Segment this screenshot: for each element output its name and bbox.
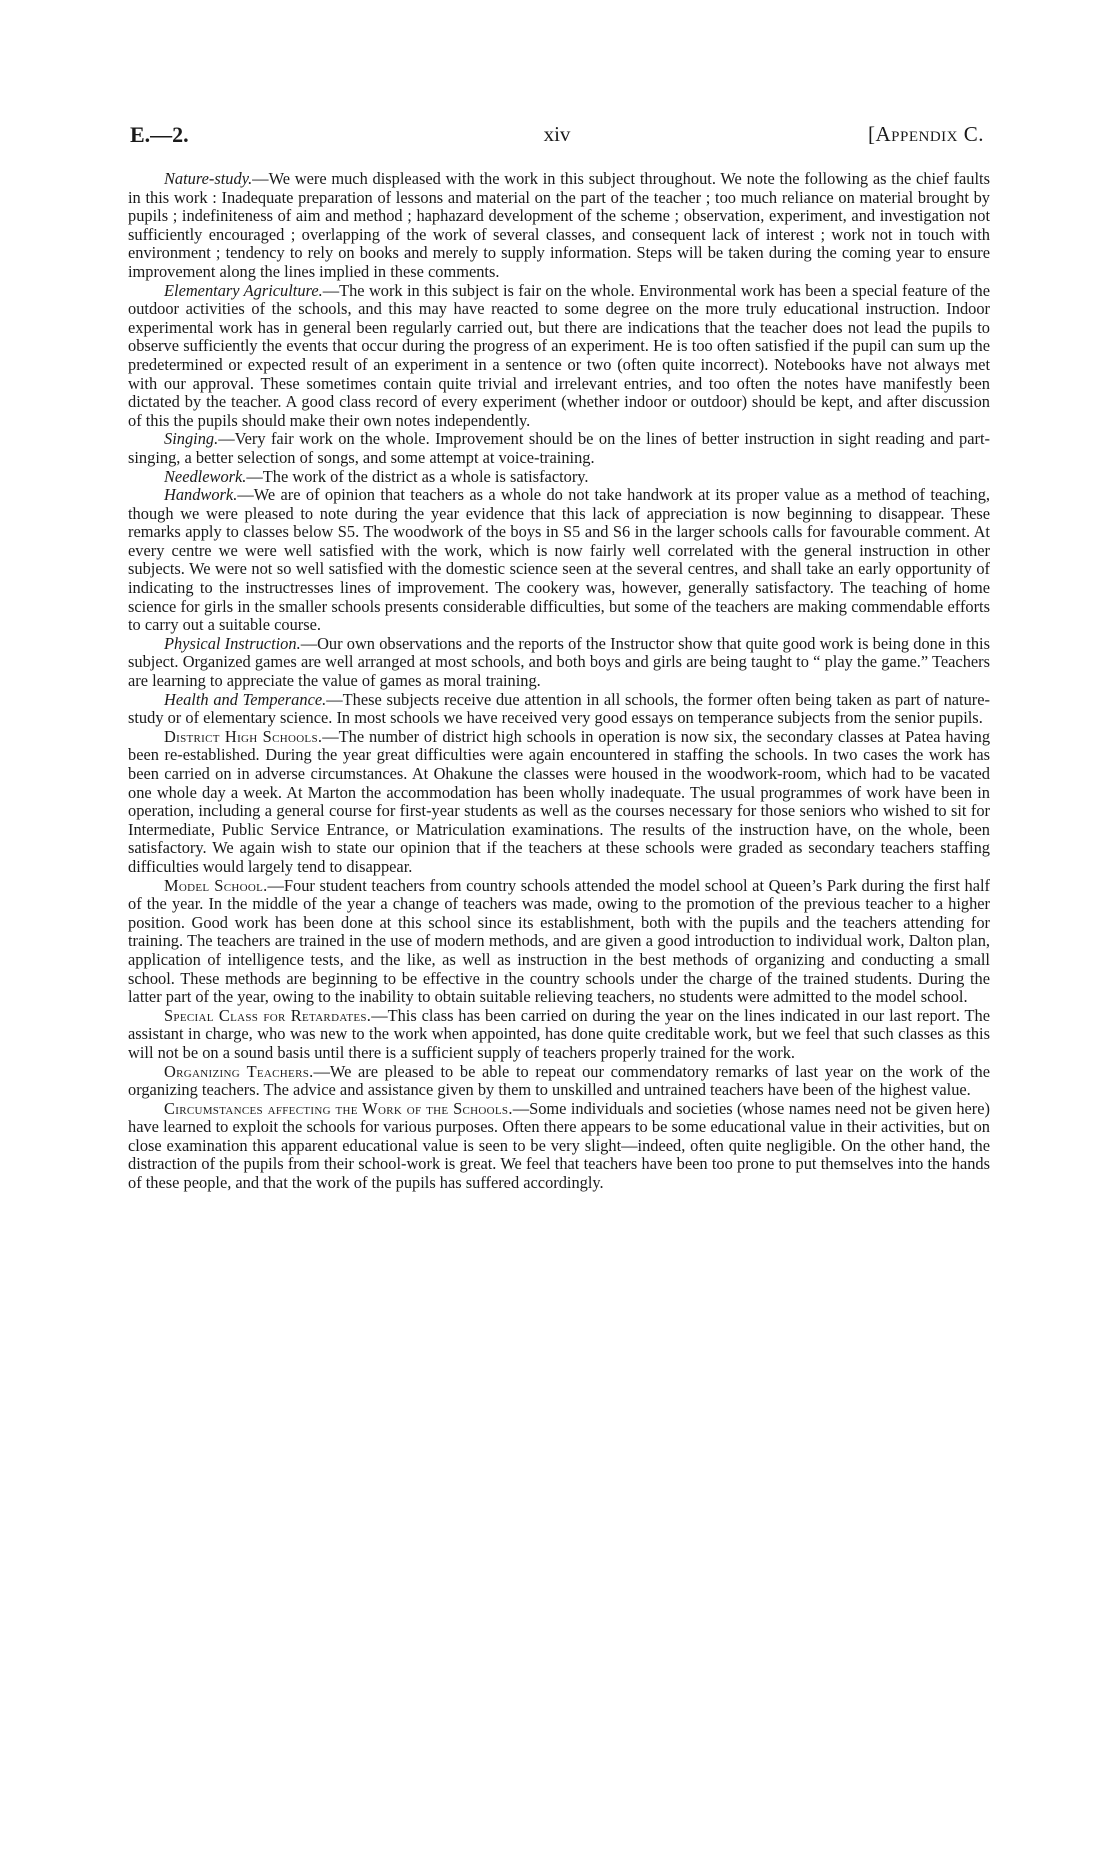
paragraph-elementary-agriculture <box>128 282 990 431</box>
page-header <box>130 122 984 154</box>
paragraph-heading: Circumstances affecting the Work of the Schools. <box>164 1098 513 1118</box>
paragraph-heading: Singing. <box>164 429 219 449</box>
paragraph-heading: Handwork. <box>164 485 238 505</box>
paragraph-organizing-teachers <box>128 1063 990 1100</box>
paragraph-heading: Nature-study. <box>164 169 253 188</box>
page-number: xiv <box>543 122 571 146</box>
paragraph-district-high-schools <box>128 728 990 877</box>
paragraph-text: —We were much displeased with the work in this subject throughout. We note the following as the chief faults in this work : Inadequate preparation of lessons and material on the part of the teacher ; too much reliance on material brought by pupils ; indefiniteness of aim and method ; haphazard development of the scheme ; observation, experiment, and investigation not sufficiently encouraged ; overlapping of the work of several classes, and consequent lack of interest ; work not in touch with environment ; tendency to rely on books and merely to supply information. Steps will be taken during the coming year to ensure improvement along the lines implied in these comments. <box>128 169 990 281</box>
paragraph-heading: Physical Instruction. <box>164 633 301 653</box>
paragraph-text: —These subjects receive due attention in all schools, the former often being taken as part of nature-study or of elementary science. In most schools we have received very good essays on temperance subjects from the senior pupils. <box>128 689 990 728</box>
paragraph-heading: Needlework. <box>164 466 247 486</box>
paragraph-handwork <box>128 486 990 635</box>
paragraph-model-school <box>128 877 990 1007</box>
report-code: E.—2. <box>130 122 189 147</box>
report-body <box>128 170 990 1193</box>
paragraph-text: —The work in this subject is fair on the whole. Environmental work has been a special feature of the outdoor activities of the schools, and this may have reacted to some degree on the more truly educational instruction. Indoor experimental work has in general been regularly carried out, but there are indications that the teacher does not lead the pupils to observe sufficiently the events that occur during the progress of an experiment. He is too often satisfied if the pupil can sum up the predetermined or expected result of an experiment in a sentence or two (often quite incorrect). Notebooks have not always met with our approval. These sometimes contain quite trivial and irrelevant entries, and too often the notes have manifestly been dictated by the teacher. A good class record of every experiment (whether indoor or outdoor) should be kept, and after discussion of this the pupils should make their own notes independently. <box>128 280 990 430</box>
paragraph-singing <box>128 430 990 467</box>
paragraph-heading: Organizing Teachers. <box>164 1061 314 1081</box>
paragraph-text: —The work of the district as a whole is satisfactory. <box>246 466 589 486</box>
paragraph-special-class <box>128 1007 990 1063</box>
paragraph-text: —We are of opinion that teachers as a whole do not take handwork at its proper value as a method of teaching, though we were pleased to note during the year evidence that this lack of appreciation is now beginning to disappear. These remarks apply to classes below S5. The woodwork of the boys in S5 and S6 in the larger schools calls for favourable comment. At every centre we were well satisfied with the work, which is now fairly well correlated with the general instruction in other subjects. We were not so well satisfied with the domestic science seen at the several centres, and shall take an early opportunity of indicating to the instructresses lines of improvement. The cookery was, however, generally satisfactory. The teaching of home science for girls in the smaller schools presents considerable difficulties, but some of the teachers are making commendable efforts to carry out a suitable course. <box>128 485 990 635</box>
paragraph-heading: Health and Temperance. <box>164 689 327 709</box>
paragraph-physical-instruction <box>128 635 990 691</box>
paragraph-text: —Some individuals and societies (whose names need not be given here) have learned to exploit the schools for various purposes. Often there appears to be some educational value in their activities, but on close examination this apparent educational value is seen to be very slight—indeed, often quite negligible. On the other hand, the distraction of the pupils from their school-work is great. We feel that teachers have been too prone to put themselves into the hands of these people, and that the work of the pupils has suffered accordingly. <box>128 1098 990 1193</box>
paragraph-text: —The number of district high schools in operation is now six, the secondary classes at Patea having been re-established. During the year great difficulties were again encountered in staffing the schools. In two cases the work has been carried on in adverse circumstances. At Ohakune the classes were housed in the woodwork-room, which had to be vacated one whole day a week. At Marton the accommodation has been wholly inadequate. The usual programmes of work have been in operation, including a general course for first-year students as well as the courses necessary for those seniors who wished to sit for Intermediate, Public Service Entrance, or Matriculation examinations. The results of the instruction have, on the whole, been satisfactory. We again wish to state our opinion that if the teachers at these schools were graded as secondary teachers staffing difficulties would largely tend to disappear. <box>128 726 991 876</box>
paragraph-heading: District High Schools. <box>164 726 323 746</box>
paragraph-text: —This class has been carried on during the year on the lines indicated in our last report. The assistant in charge, who was new to the work when appointed, has done quite creditable work, but we feel that such classes as this will not be on a sound basis until there is a sufficient supply of teachers properly trained for the work. <box>128 1005 990 1062</box>
paragraph-text: —We are pleased to be able to repeat our commendatory remarks of last year on the work of the organizing teachers. The advice and assistance given by them to unskilled and untrained teachers have been of the highest value. <box>128 1061 990 1100</box>
paragraph-text: —Four student teachers from country schools attended the model school at Queen’s Park during the first half of the year. In the middle of the year a change of teachers was made, owing to the promotion of the previous teacher to a higher position. Good work has been done at this school since its establishment, both with the pupils and the teachers attending for training. The teachers are trained in the use of modern methods, and are given a good introduction to individual work, Dalton plan, application of intelligence tests, and the like, as well as instruction in the best methods of organizing and conducting a small school. These methods are beginning to be effective in the country schools under the charge of the trained students. During the latter part of the year, owing to the inability to obtain suitable relieving teachers, no students were admitted to the model school. <box>128 875 990 1007</box>
paragraph-heading: Special Class for Retardates. <box>164 1005 372 1025</box>
paragraph-circumstances <box>128 1100 990 1193</box>
paragraph-heading: Model School. <box>164 875 268 895</box>
paragraph-health-temperance <box>128 691 990 728</box>
paragraph-text: —Our own observations and the reports of the Instructor show that quite good work is being done in this subject. Organized games are well arranged at most schools, and both boys and girls are being taught to “ play the game.” Teachers are learning to appreciate the value of games as moral training. <box>128 633 990 691</box>
paragraph-text: —Very fair work on the whole. Improvement should be on the lines of better instruction in sight reading and part-singing, a better selection of songs, and some attempt at voice-training. <box>128 429 990 467</box>
paragraph-nature-study <box>128 170 990 282</box>
paragraph-needlework <box>128 468 990 487</box>
appendix-label: [Appendix C. <box>867 122 984 146</box>
paragraph-heading: Elementary Agriculture. <box>164 280 323 300</box>
